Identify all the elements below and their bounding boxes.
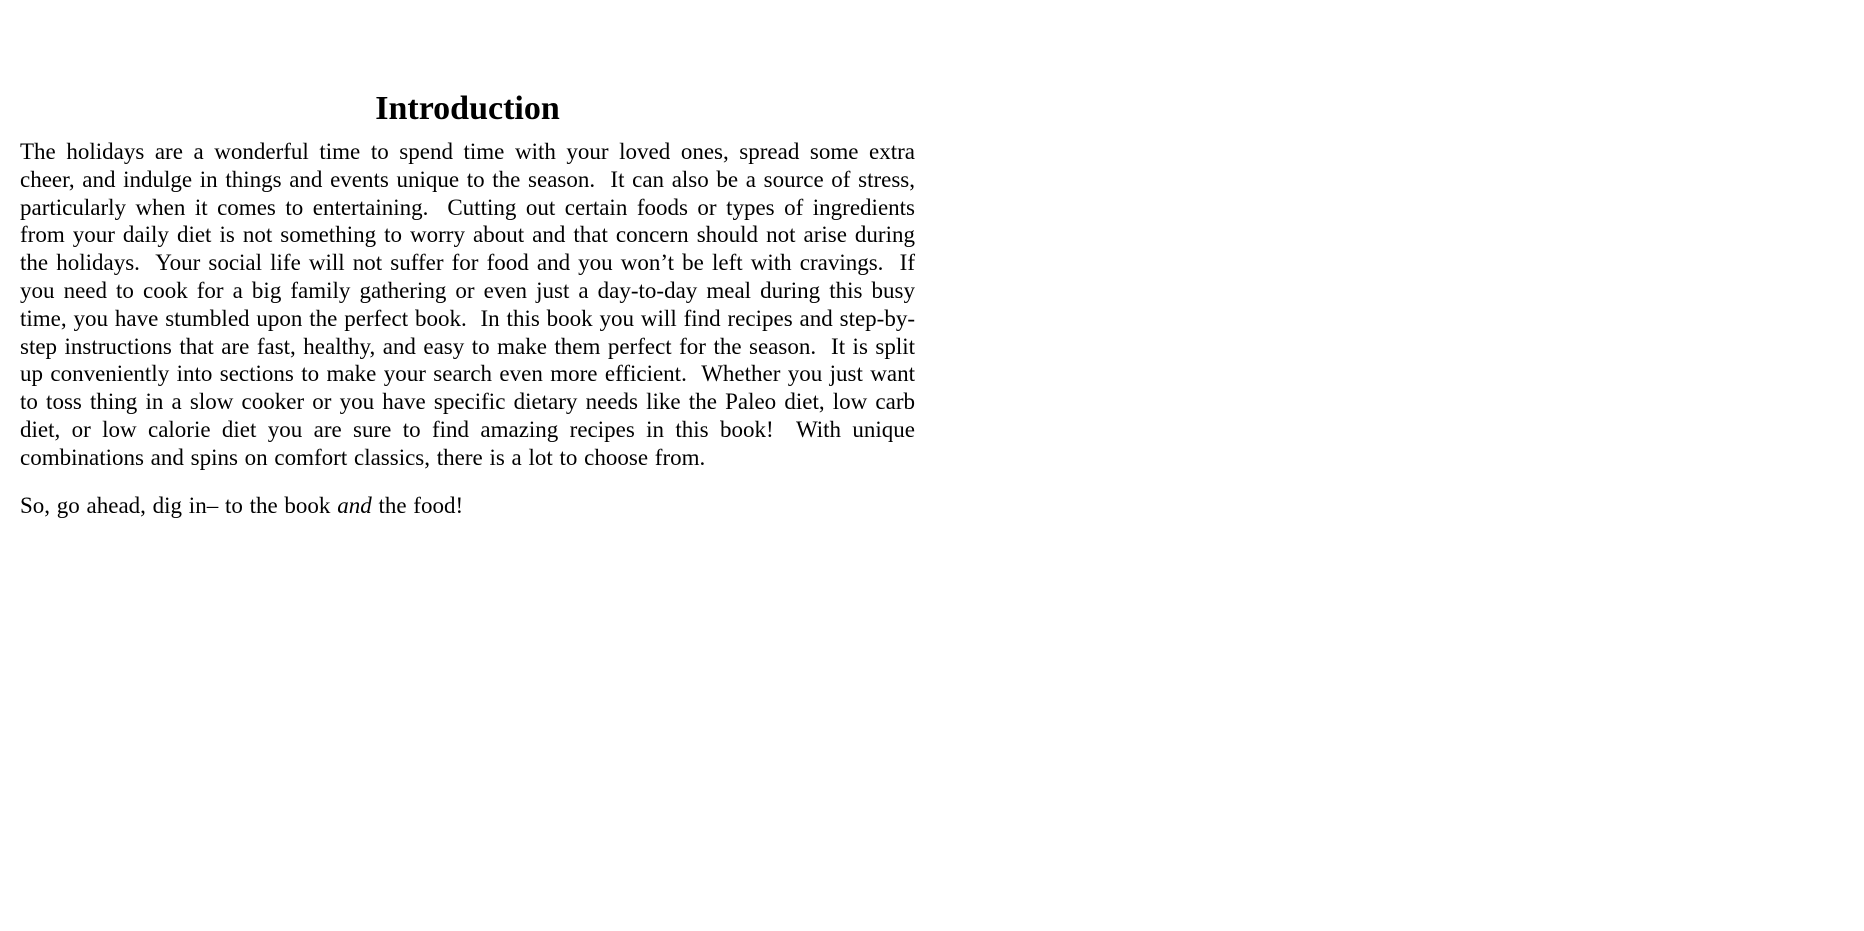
closing-text-end: the food! [371, 492, 464, 518]
intro-paragraph: The holidays are a wonderful time to spend time with your loved ones, spread some extra cheer, and indulge in things and events unique to the season. It can also be a source of stress, particularly when it comes to entertaining. Cutting out certain foods or types of ingredients from your daily diet is not something to worry about and that concern should not arise during the holidays. Your social life will not suffer for food and you won’t be left with cravings. If you need to cook for a big family gathering or even just a day-to-day meal during this busy time, you have stumbled upon the perfect book. In this book you will find recipes and step-by-step instructions that are fast, healthy, and easy to make them perfect for the season. It is split up conveniently into sections to make your search even more efficient. Whether you just want to toss thing in a slow cooker or you have specific dietary needs like the Paleo diet, low carb diet, or low calorie diet you are sure to find amazing recipes in this book! With unique combinations and spins on comfort classics, there is a lot to choose from. [20, 139, 915, 470]
page-title: Introduction [375, 90, 560, 127]
closing-emphasis: and [337, 492, 372, 518]
document-page [20, 86, 915, 519]
closing-paragraph [20, 492, 915, 520]
closing-text-start: So, go ahead, dig in– to the book [20, 492, 338, 518]
